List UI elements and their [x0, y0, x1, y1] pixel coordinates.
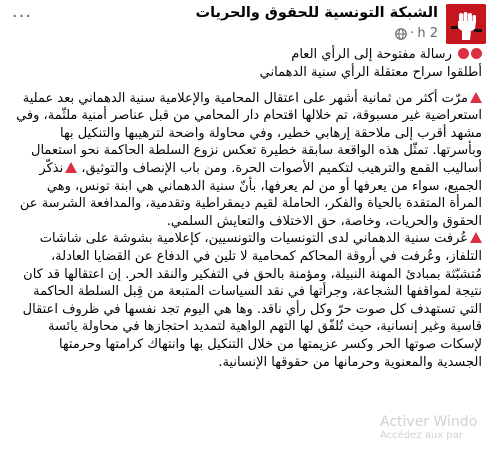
page-avatar[interactable] [446, 4, 486, 44]
post-header [6, 4, 486, 44]
red-triangle-icon [470, 92, 482, 103]
post-body [12, 46, 482, 371]
post-meta [395, 26, 438, 41]
watermark-line-2: Accédez aux par [380, 430, 463, 441]
paragraph-2 [12, 230, 482, 371]
page-name-link[interactable]: الشبكة التونسية للحقوق والحريات [195, 5, 438, 21]
more-options-button[interactable]: ··· [11, 6, 33, 27]
paragraph-1-text: مرّت أكثر من ثمانية أشهر على اعتقال المحامية والإعلامية سنية الدهماني بعد عملية استعراضية غير مسبوقة، تم خلالها اقتحام دار المحامي من قبل عناصر أمنية ملثّمة، وفي مشهد أقرب إلى ملاحقة إرهابي خطير، وفي محاولة واضحة لترهيبها والتنكيل بها وبأسرتها. تمثّل هذه الواقعة سابقة خطيرة تعكس نزوع السلطة الحاكمة نحو استعمال أساليب القمع والترهيب لتكميم الأصوات الحرة. ومن باب الإنصاف والتوثيق، [16, 90, 482, 177]
post-time-link[interactable]: 2 h [417, 26, 438, 41]
watermark-line-1: Activer Windo [380, 414, 478, 430]
raised-fist-logo [446, 4, 486, 44]
title-text-1: رسالة مفتوحة إلى الرأي العام [291, 47, 452, 62]
red-circle-icon [458, 48, 469, 59]
spacer [12, 81, 482, 90]
red-triangle-icon [470, 232, 482, 243]
post-title-line-1 [12, 46, 482, 64]
red-circle-icon [471, 48, 482, 59]
paragraph-2-text: عُرفت سنية الدهماني لدى التونسيات والتونسيين، كإعلامية بشوشة على شاشات التلفاز، وعُرفت في أروقة المحاكم كمحامية لا تلين في الدفاع عن القضايا العادلة، مُتشبّثة بمبادئ المهنة النبيلة، ومؤمنة بالحق في التفكير والنقد الحر. إن اعتقالها قد كان نتيجة لمواقفها الشجاعة، وجرأتها في نقد السياسات المتبعة من قِبل السلطة الحاكمة التي تستهدف كل صوت حرّ وكل رأي ناقد. وها هي اليوم تجد نفسها في ظروف اعتقال قاسية وغير إنسانية، حيث تُلفّق لها التهم الواهية لتمديد احتجازها في محاولة يائسة لإسكات صوتها الحر وكسر عزيمتها من خلال التنكيل بها وانتهاك كرامتها وحرمتها الجسدية والمعنوية وحرمانها من حقوقها الإنسانية. [22, 231, 482, 370]
red-triangle-icon [65, 162, 77, 173]
meta-separator: · [410, 26, 415, 41]
paragraph-1-tail-text: نذكّر الجميع، سواء من يعرفها أو من لم يعرفها، بأنّ سنية الدهماني هي ابنة تونس، وهي المرأة المتقدة بالحياة والفكر، الحاملة لقيم ديمقراطية وتقدمية، والمدافعة الشرسة عن الحقوق والحريات، وخاصة، حق الاختلاف والتعايش السلمي. [19, 161, 482, 229]
post-title-line-2: أطلقوا سراح معتقلة الرأي سنية الدهماني [259, 64, 482, 80]
windows-activation-watermark [380, 416, 477, 442]
globe-icon[interactable] [395, 28, 407, 40]
paragraph-1 [12, 90, 482, 231]
